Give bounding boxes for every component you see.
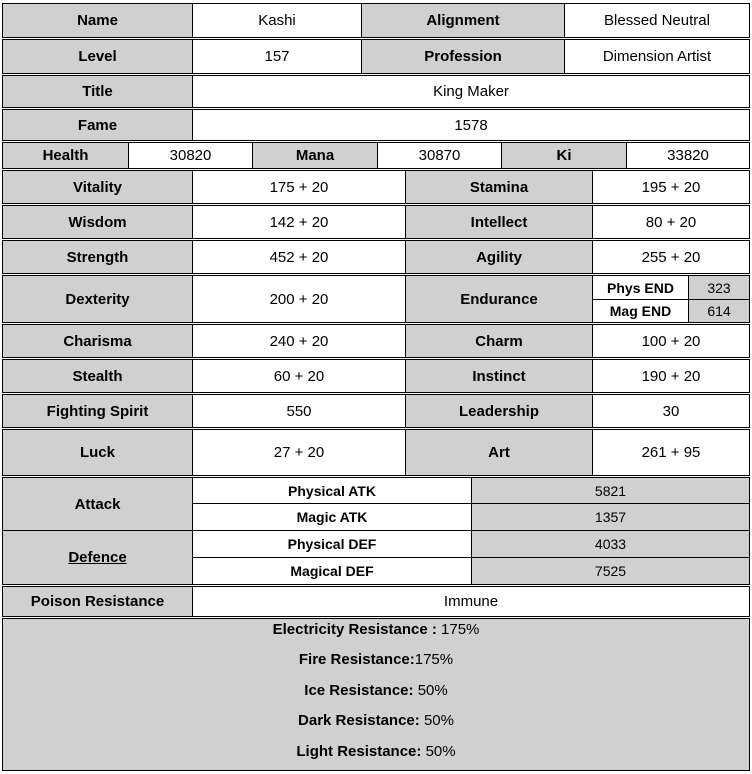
resistance-value: 175% bbox=[414, 651, 454, 668]
strength-value: 452 + 20 bbox=[192, 240, 406, 274]
dark-resistance bbox=[2, 712, 750, 729]
resistance-value: 175% bbox=[441, 621, 480, 638]
ki-label: Ki bbox=[501, 142, 627, 169]
art-label: Art bbox=[405, 429, 593, 476]
magical-def-label: Magical DEF bbox=[192, 557, 472, 585]
health-label: Health bbox=[2, 142, 129, 169]
fire-resistance bbox=[2, 651, 750, 668]
vitality-value: 175 + 20 bbox=[192, 170, 406, 204]
intellect-label: Intellect bbox=[405, 205, 593, 239]
resistance-label: Electricity Resistance : bbox=[272, 621, 437, 638]
fighting-spirit-value: 550 bbox=[192, 394, 406, 428]
stealth-label: Stealth bbox=[2, 359, 193, 393]
mana-value: 30870 bbox=[377, 142, 502, 169]
charisma-label: Charisma bbox=[2, 324, 193, 358]
vitality-label: Vitality bbox=[2, 170, 193, 204]
agility-label: Agility bbox=[405, 240, 593, 274]
level-label: Level bbox=[2, 39, 193, 74]
physical-atk-value: 5821 bbox=[471, 477, 750, 504]
agility-value: 255 + 20 bbox=[592, 240, 750, 274]
name-label: Name bbox=[2, 3, 193, 38]
instinct-label: Instinct bbox=[405, 359, 593, 393]
endurance-label: Endurance bbox=[405, 275, 593, 323]
level-value: 157 bbox=[192, 39, 362, 74]
art-value: 261 + 95 bbox=[592, 429, 750, 476]
dexterity-value: 200 + 20 bbox=[192, 275, 406, 323]
fame-value: 1578 bbox=[192, 109, 750, 141]
resistance-value: 50% bbox=[425, 743, 456, 760]
charm-label: Charm bbox=[405, 324, 593, 358]
phys-end-value: 323 bbox=[688, 275, 750, 300]
alignment-value: Blessed Neutral bbox=[564, 3, 750, 38]
alignment-label: Alignment bbox=[361, 3, 565, 38]
charisma-value: 240 + 20 bbox=[192, 324, 406, 358]
intellect-value: 80 + 20 bbox=[592, 205, 750, 239]
resistance-label: Light Resistance: bbox=[296, 743, 422, 760]
title-value: King Maker bbox=[192, 75, 750, 108]
magic-atk-value: 1357 bbox=[471, 503, 750, 531]
mana-label: Mana bbox=[252, 142, 378, 169]
stamina-label: Stamina bbox=[405, 170, 593, 204]
poison-resistance-label: Poison Resistance bbox=[2, 586, 193, 617]
leadership-label: Leadership bbox=[405, 394, 593, 428]
fighting-spirit-label: Fighting Spirit bbox=[2, 394, 193, 428]
charm-value: 100 + 20 bbox=[592, 324, 750, 358]
strength-label: Strength bbox=[2, 240, 193, 274]
poison-resistance-value: Immune bbox=[192, 586, 750, 617]
dexterity-label: Dexterity bbox=[2, 275, 193, 323]
magic-atk-label: Magic ATK bbox=[192, 503, 472, 531]
ki-value: 33820 bbox=[626, 142, 750, 169]
phys-end-label: Phys END bbox=[592, 275, 689, 300]
physical-def-value: 4033 bbox=[471, 530, 750, 558]
electricity-resistance bbox=[2, 621, 750, 638]
resistance-label: Fire Resistance: bbox=[298, 651, 415, 668]
magical-def-value: 7525 bbox=[471, 557, 750, 585]
wisdom-label: Wisdom bbox=[2, 205, 193, 239]
title-label: Title bbox=[2, 75, 193, 108]
name-value: Kashi bbox=[192, 3, 362, 38]
resistance-label: Ice Resistance: bbox=[304, 682, 414, 699]
profession-value: Dimension Artist bbox=[564, 39, 750, 74]
resistance-value: 50% bbox=[423, 712, 454, 729]
instinct-value: 190 + 20 bbox=[592, 359, 750, 393]
stamina-value: 195 + 20 bbox=[592, 170, 750, 204]
physical-atk-label: Physical ATK bbox=[192, 477, 472, 504]
health-value: 30820 bbox=[128, 142, 253, 169]
attack-label: Attack bbox=[2, 477, 193, 531]
stealth-value: 60 + 20 bbox=[192, 359, 406, 393]
resistance-label: Dark Resistance: bbox=[298, 712, 420, 729]
profession-label: Profession bbox=[361, 39, 565, 74]
physical-def-label: Physical DEF bbox=[192, 530, 472, 558]
resistance-value: 50% bbox=[417, 682, 448, 699]
fame-label: Fame bbox=[2, 109, 193, 141]
mag-end-label: Mag END bbox=[592, 299, 689, 323]
mag-end-value: 614 bbox=[688, 299, 750, 323]
luck-value: 27 + 20 bbox=[192, 429, 406, 476]
wisdom-value: 142 + 20 bbox=[192, 205, 406, 239]
luck-label: Luck bbox=[2, 429, 193, 476]
leadership-value: 30 bbox=[592, 394, 750, 428]
defence-label: Defence bbox=[2, 530, 193, 585]
ice-resistance bbox=[2, 682, 750, 699]
light-resistance bbox=[2, 743, 750, 760]
